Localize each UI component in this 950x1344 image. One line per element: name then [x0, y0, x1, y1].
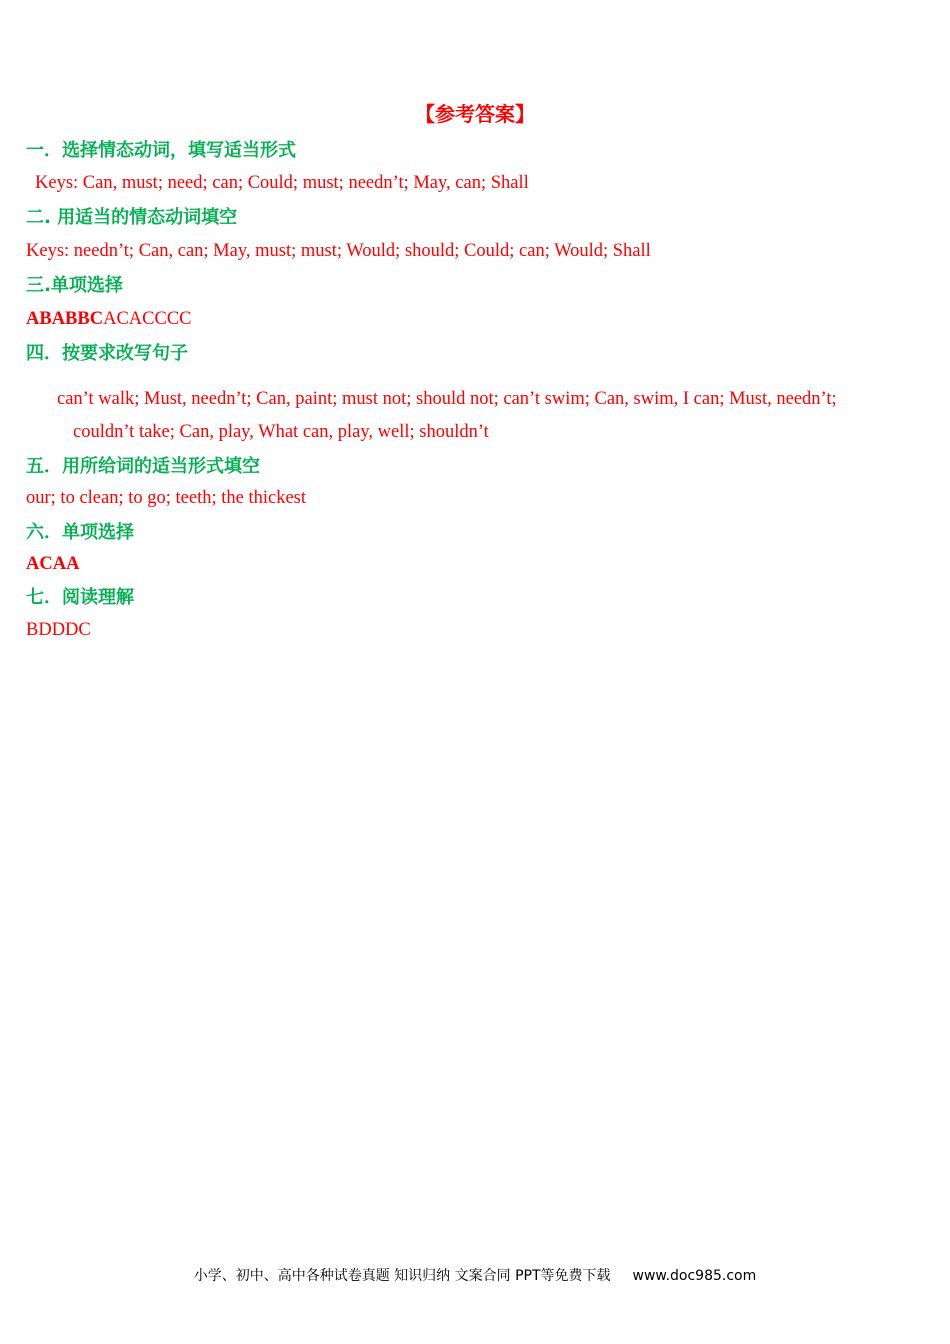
section-5-heading: 五．用所给词的适当形式填空	[26, 456, 260, 477]
page-footer	[0, 1266, 950, 1286]
section-6-answer: ACAA	[26, 554, 80, 574]
section-3-answer-bold: ABABBC	[26, 309, 104, 329]
footer-site-link[interactable]: www.doc985.com	[632, 1268, 757, 1284]
section-3-answer-rest: ACACCCC	[103, 309, 192, 329]
section-1-answer: Keys: Can, must; need; can; Could; must; needn’t; May, can; Shall	[35, 173, 529, 193]
section-4-answer-line-2: couldn’t take; Can, play, What can, play, well; shouldn’t	[73, 422, 489, 442]
section-4-answer-line-1: can’t walk; Must, needn’t; Can, paint; must not; should not; can’t swim; Can, swim, I can; Must, needn’t;	[57, 389, 837, 409]
section-2-heading: 二. 用适当的情态动词填空	[26, 207, 238, 228]
page-title: 【参考答案】	[415, 102, 535, 126]
section-2-answer: Keys: needn’t; Can, can; May, must; must; Would; should; Could; can; Would; Shall	[26, 241, 651, 261]
section-7-answer: BDDDC	[26, 620, 91, 640]
section-5-answer: our; to clean; to go; teeth; the thickest	[26, 488, 306, 508]
section-7-heading: 七．阅读理解	[26, 587, 134, 608]
section-6-heading: 六．单项选择	[26, 522, 134, 543]
section-1-heading: 一．选择情态动词，填写适当形式	[26, 140, 296, 161]
footer-text: 小学、初中、高中各种试卷真题 知识归纳 文案合同 PPT等免费下载	[193, 1268, 611, 1284]
section-3-heading: 三.单项选择	[26, 275, 123, 296]
section-3-answer	[26, 307, 192, 331]
section-4-heading: 四．按要求改写句子	[26, 343, 188, 364]
